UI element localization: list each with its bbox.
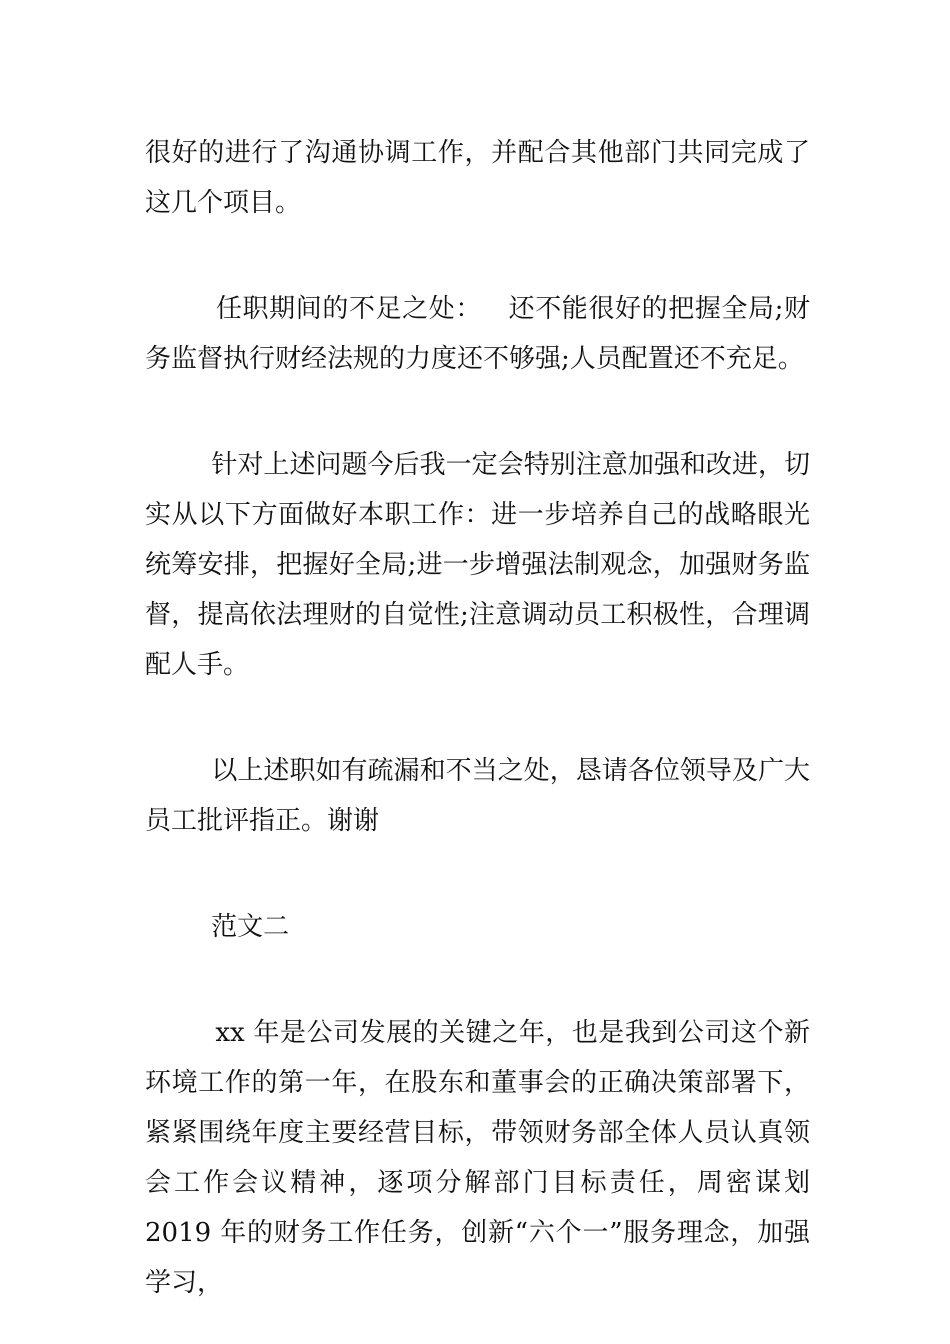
paragraph-1: 很好的进行了沟通协调工作，并配合其他部门共同完成了这几个项目。 [145,138,810,218]
section-heading: 范文二 [145,912,290,942]
paragraph-2: 任职期间的不足之处： 还不能很好的把握全局;财务监督执行财经法规的力度还不够强;人员配置还不充足。 [145,294,810,374]
paragraph-4: 以上述职如有疏漏和不当之处，恳请各位领导及广大员工批评指正。谢谢 [145,756,810,836]
document-body [145,128,819,1308]
paragraph-3: 针对上述问题今后我一定会特别注意加强和改进，切实从以下方面做好本职工作：进一步培养自己的战略眼光统筹安排，把握好全局;进一步增强法制观念，加强财务监督，提高依法理财的自觉性;注意调动员工积极性，合理调配人手。 [145,450,810,680]
paragraph-6: xx 年是公司发展的关键之年，也是我到公司这个新环境工作的第一年，在股东和董事会的正确决策部署下，紧紧围绕年度主要经营目标，带领财务部全体人员认真领会工作会议精神，逐项分解部门目标责任，周密谋划 2019 年的财务工作任务，创新“六个一”服务理念，加强学习， [145,1018,819,1298]
